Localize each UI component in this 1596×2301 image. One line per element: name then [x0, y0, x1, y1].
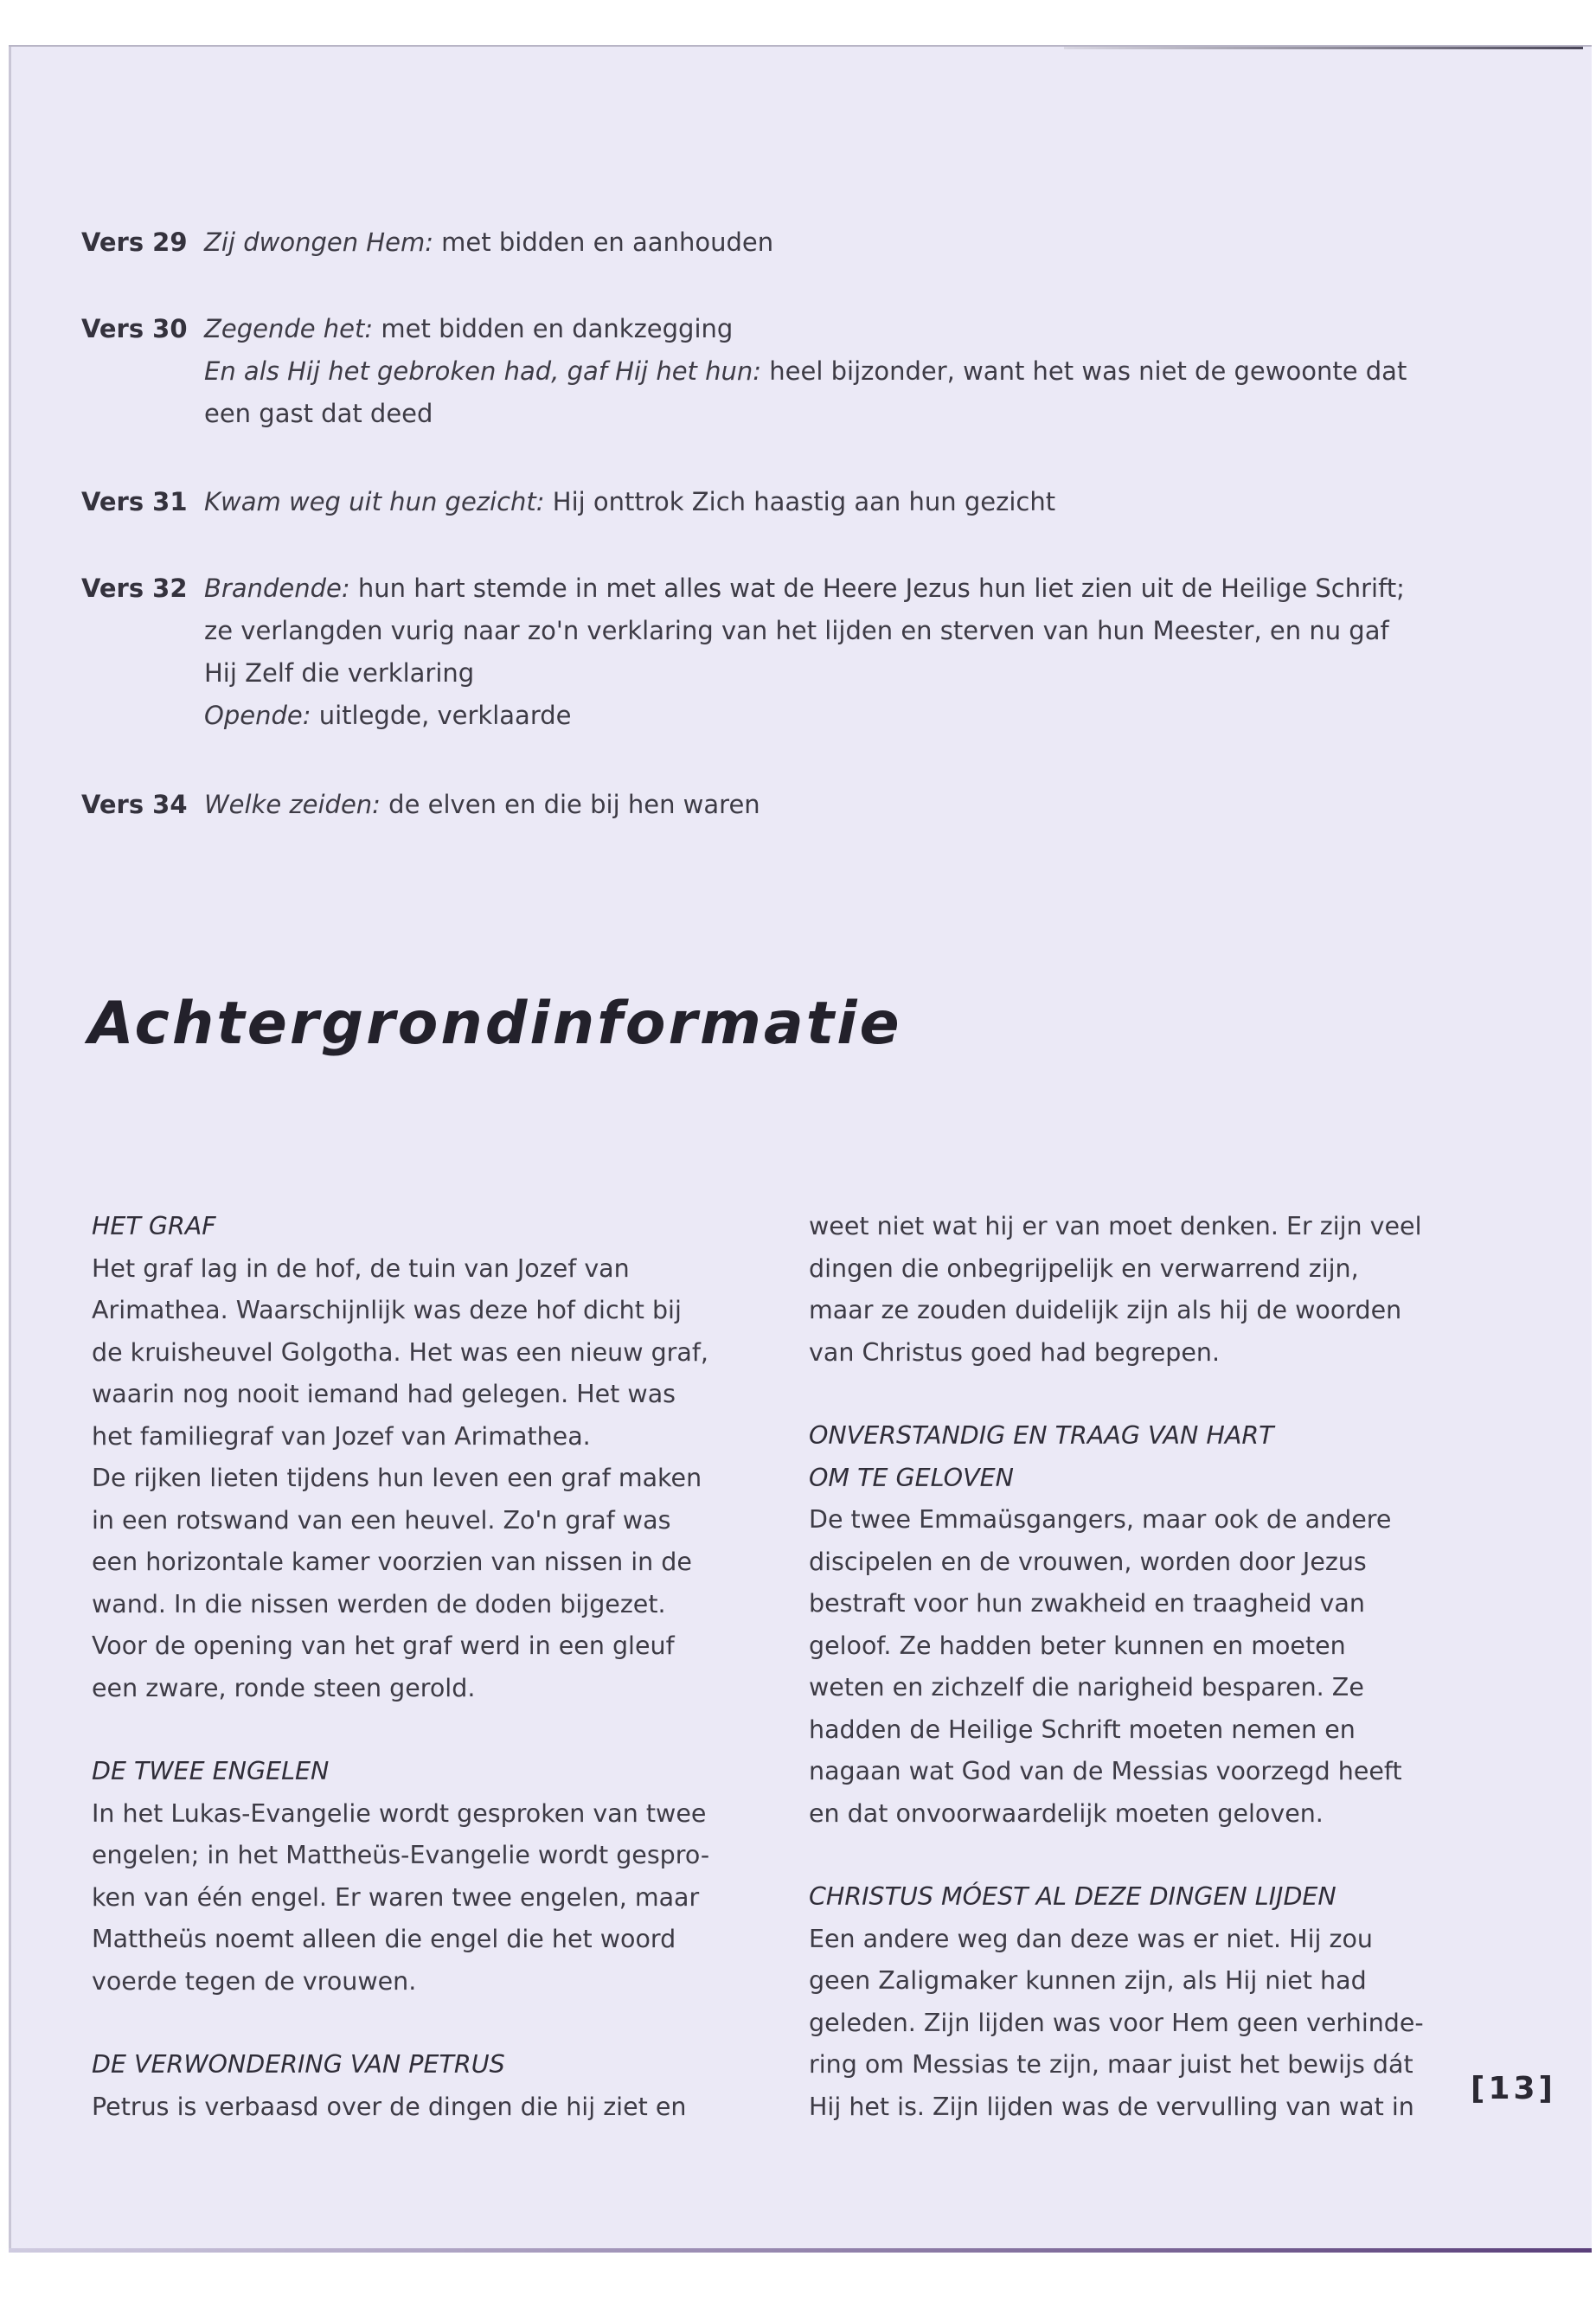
verse-label: Vers 31: [81, 487, 188, 516]
section-gap: [92, 1709, 766, 1751]
right-column: [809, 1206, 1484, 2128]
page-number: [13]: [1471, 2071, 1557, 2106]
section-heading: ONVERSTANDIG EN TRAAG VAN HART: [809, 1421, 1274, 1450]
info-section: [92, 1751, 766, 2003]
paragraph-line: maar ze zouden duidelijk zijn als hij de woorden: [809, 1296, 1402, 1324]
paragraph-line: discipelen en de vrouwen, worden door Jezus: [809, 1547, 1367, 1576]
verse-explanation: met bidden en aanhouden: [433, 228, 774, 257]
section-gap: [92, 2003, 766, 2044]
info-section: [92, 1206, 766, 1709]
top-rule: [1064, 47, 1583, 49]
verse-label: Vers 29: [81, 228, 188, 257]
paragraph-line: Hij het is. Zijn lijden was de vervulling van wat in: [809, 2092, 1414, 2121]
section-gap: [809, 1374, 1484, 1415]
info-section: [809, 1206, 1484, 1374]
verse-line: [204, 784, 1465, 826]
verse-term: Kwam weg uit hun gezicht:: [204, 487, 545, 516]
verse-line: [204, 481, 1465, 523]
verse-explanation: de elven en die bij hen waren: [380, 790, 760, 819]
verse-term: En als Hij het gebroken had, gaf Hij het hun:: [204, 356, 762, 386]
paragraph-line: De rijken lieten tijdens hun leven een graf maken: [92, 1464, 702, 1492]
paragraph-line: weet niet wat hij er van moet denken. Er zijn veel: [809, 1212, 1422, 1240]
paragraph-line: geloof. Ze hadden beter kunnen en moeten: [809, 1631, 1346, 1660]
section-heading: OM TE GELOVEN: [809, 1463, 1014, 1492]
paragraph-line: ring om Messias te zijn, maar juist het bewijs dát: [809, 2050, 1413, 2079]
paragraph-line: waarin nog nooit iemand had gelegen. Het was: [92, 1380, 676, 1408]
verse-line: [204, 567, 1465, 610]
paragraph-line: voerde tegen de vrouwen.: [92, 1966, 417, 1996]
section-heading: DE VERWONDERING VAN PETRUS: [92, 2050, 505, 2079]
verse-term: Opende:: [204, 701, 311, 730]
section-heading: HET GRAF: [92, 1212, 216, 1240]
paragraph-line: dingen die onbegrijpelijk en verwarrend zijn,: [809, 1253, 1359, 1283]
section-heading: CHRISTUS MÓEST AL DEZE DINGEN LIJDEN: [809, 1882, 1336, 1911]
paragraph-line: wand. In die nissen werden de doden bijgezet.: [92, 1589, 666, 1618]
verse-label: Vers 30: [81, 314, 188, 343]
verse-explanation: uitlegde, verklaarde: [311, 701, 572, 730]
paragraph-line: weten en zichzelf die narigheid besparen. Ze: [809, 1673, 1364, 1702]
paragraph-line: in een rotswand van een heuvel. Zo'n graf was: [92, 1505, 671, 1535]
verse-explanation: ze verlangden vurig naar zo'n verklaring van het lijden en sterven van hun Meester, en nu gaf: [204, 616, 1389, 645]
verse-term: Zegende het:: [204, 314, 374, 343]
left-column: [92, 1206, 766, 2128]
paragraph-line: geen Zaligmaker kunnen zijn, als Hij niet had: [809, 1966, 1367, 1995]
verse-text: [204, 784, 1465, 826]
paragraph-line: en dat onvoorwaardelijk moeten geloven.: [809, 1798, 1324, 1828]
verse-text: [204, 567, 1465, 737]
paragraph-line: In het Lukas-Evangelie wordt gesproken van twee: [92, 1798, 707, 1828]
verse-explanation: Hij onttrok Zich haastig aan hun gezicht: [544, 487, 1056, 516]
page: [9, 45, 1592, 2253]
paragraph-line: geleden. Zijn lijden was voor Hem geen verhinde-: [809, 2008, 1424, 2037]
paragraph-line: ken van één engel. Er waren twee engelen, maar: [92, 1882, 700, 1912]
paragraph-line: het familiegraf van Jozef van Arimathea.: [92, 1421, 591, 1451]
paragraph-line: een zware, ronde steen gerold.: [92, 1673, 476, 1702]
verse-line: [204, 350, 1465, 393]
paragraph-line: Petrus is verbaasd over de dingen die hij ziet en: [92, 2092, 687, 2121]
verse-explanation: heel bijzonder, want het was niet de gewoonte dat: [761, 356, 1407, 386]
verse-explanation: hun hart stemde in met alles wat de Heere Jezus hun liet zien uit de Heilige Schrift;: [349, 574, 1405, 603]
paragraph-line: van Christus goed had begrepen.: [809, 1337, 1221, 1367]
verse-text: [204, 221, 1465, 264]
paragraph-line: bestraft voor hun zwakheid en traagheid van: [809, 1589, 1365, 1618]
section-gap: [809, 1835, 1484, 1876]
verse-term: Welke zeiden:: [204, 790, 381, 819]
bottom-rule: [9, 2248, 1592, 2253]
paragraph-line: Mattheüs noemt alleen die engel die het woord: [92, 1925, 676, 1953]
verse-text: [204, 308, 1465, 435]
verse-term: Brandende:: [204, 574, 350, 603]
paragraph-line: Arimathea. Waarschijnlijk was deze hof dicht bij: [92, 1296, 682, 1324]
section-heading: DE TWEE ENGELEN: [92, 1757, 330, 1785]
verse-label: Vers 34: [81, 790, 188, 819]
verse-block: [81, 308, 1465, 435]
paragraph-line: engelen; in het Mattheüs-Evangelie wordt gespro-: [92, 1841, 710, 1869]
verse-block: [81, 481, 1465, 523]
verse-block: [81, 221, 1465, 264]
page-edge: [9, 47, 11, 2253]
paragraph-line: Een andere weg dan deze was er niet. Hij zou: [809, 1924, 1373, 1953]
info-section: [809, 1415, 1484, 1835]
verse-block: [81, 567, 1465, 737]
verse-block: [81, 784, 1465, 826]
paragraph-line: de kruisheuvel Golgotha. Het was een nieuw graf,: [92, 1337, 708, 1367]
verse-line: [204, 393, 1465, 435]
paragraph-line: hadden de Heilige Schrift moeten nemen en: [809, 1715, 1356, 1744]
verse-explanation: Hij Zelf die verklaring: [204, 658, 475, 688]
verse-explanation: met bidden en dankzegging: [373, 314, 734, 343]
paragraph-line: Het graf lag in de hof, de tuin van Jozef van: [92, 1253, 630, 1283]
verse-term: Zij dwongen Hem:: [204, 228, 433, 257]
verse-line: [204, 695, 1465, 737]
section-title: Achtergrondinformatie: [88, 990, 902, 1058]
paragraph-line: Voor de opening van het graf werd in een gleuf: [92, 1631, 675, 1660]
paragraph-line: nagaan wat God van de Messias voorzegd heeft: [809, 1757, 1402, 1785]
verse-line: [204, 652, 1465, 695]
verse-text: [204, 481, 1465, 523]
verse-label: Vers 32: [81, 574, 188, 603]
info-section: [809, 1876, 1484, 2128]
verse-explanation: een gast dat deed: [204, 399, 433, 428]
paragraph-line: een horizontale kamer voorzien van nissen in de: [92, 1548, 692, 1576]
verse-line: [204, 221, 1465, 264]
verse-line: [204, 308, 1465, 350]
paragraph-line: De twee Emmaüsgangers, maar ook de andere: [809, 1505, 1392, 1534]
info-section: [92, 2044, 766, 2128]
verse-line: [204, 610, 1465, 652]
